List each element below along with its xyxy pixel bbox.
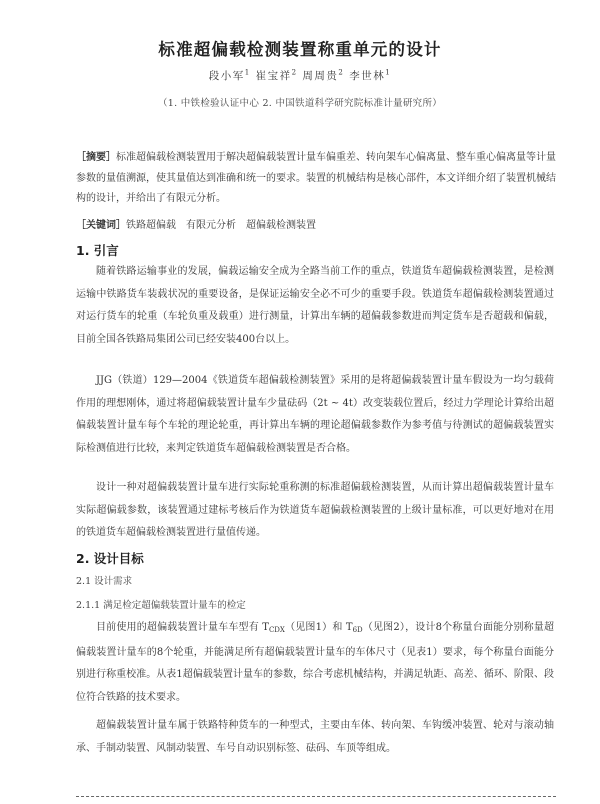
keywords: [76, 216, 556, 231]
car-type-subscript: CDX: [268, 626, 285, 634]
affiliation: （1. 中铁检验认证中心 2. 中国铁道科学研究院标准计量研究所）: [157, 98, 443, 109]
subsubsection-heading: 2.1.1 满足检定超偏载装置计量车的检定: [76, 600, 246, 611]
abstract-text: 标准超偏载检测装置用于解决超偏载装置计量车偏重差、转向架车心偏离量、整车重心偏离量等计量参数的量值溯源，使其量值达到准确和统一的要求。装置的机械结构是核心部件，本文详细介绍了装置机械结构的设计，并给出了有限元分析。: [76, 152, 556, 204]
section-heading-goals: 2. 设计目标: [76, 551, 144, 566]
author-list: [0, 68, 600, 83]
intro-paragraph-1: 随着铁路运输事业的发展，偏载运输安全成为全路当前工作的重点，铁道货车超偏载检测装置，是检测运输中铁路货车装载状况的重要设备，是保证运输安全必不可少的重要手段。铁道货车超偏载检测装置通过对运行货车的轮重（车轮负重及载重）进行测量，计算出车辆的超偏载参数进而判定货车是否超载和偏载，目前全国各铁路局集团公司已经安装400台以上。: [76, 266, 554, 345]
goals-paragraph-2: 超偏载装置计量车属于铁路特种货车的一种型式，主要由车体、转向架、车钩缓冲装置、轮对与滚动轴承、手制动装置、风制动装置、车号自动识别标签、砝码、车顶等组成。: [76, 720, 554, 754]
author-name: 李世林: [349, 70, 386, 82]
goals-paragraph-1: [76, 617, 554, 709]
abstract: [76, 148, 556, 210]
author-affil-mark: 1: [385, 68, 392, 77]
abstract-label: ［摘要］: [76, 152, 116, 163]
footnote-divider: [76, 796, 556, 797]
section-heading-intro: 1. 引言: [76, 243, 119, 258]
car-type-subscript: 6D: [352, 626, 363, 634]
keywords-text: 铁路超偏载 有限元分析 超偏载检测装置: [126, 220, 316, 231]
author-affil-mark: 2: [338, 68, 345, 77]
subsection-heading: 2.1 设计需求: [76, 576, 133, 587]
goals-text-b: （见图1）和 T: [284, 622, 353, 633]
author-affil-mark: 1: [244, 68, 251, 77]
intro-paragraph-2-text: 采用的是将超偏载装置计量车假设为一均匀载荷作用的理想刚体，通过将超偏载装置计量车少量砝码（2t ~ 4t）改变装载位置后，经过力学理论计算给出超偏载装置计量车每个车轮的理论轮重，再计算出车辆的理论超偏载参数作为参考值与待测试的超偏载装置实际检测值进行比较，来判定铁道货车超偏载检测装置是否合格。: [76, 375, 555, 454]
goals-text-c: （见图2），设计8个称量台面能分别称量超偏载装置计量车的8个轮重，并能满足所有超偏载装置计量车的车体尺寸（见表1）要求，每个称量台面能分别进行称重校准。从表1超偏载装置计量车的参数，综合考虑机械结构，并满足轨距、高差、循环、阶限、段位符合铁路的技术要求。: [76, 622, 554, 703]
intro-paragraph-3: 设计一种对超偏载装置计量车进行实际轮重称测的标准超偏载检测装置，从而计算出超偏载装置计量车实际超偏载参数，该装置通过建标考核后作为铁道货车超偏载检测装置的上级计量标准，可以更好地对在用的铁道货车超偏载检测装置进行量值传递。: [76, 482, 554, 538]
author-name: 周周贵: [302, 70, 339, 82]
author-name: 段小军: [208, 70, 245, 82]
goals-text-a: 目前使用的超偏载装置计量车车型有 T: [96, 622, 269, 633]
author-name: 崔宝祥: [255, 70, 292, 82]
intro-paragraph-2: [76, 370, 554, 460]
author-affil-mark: 2: [291, 68, 298, 77]
keywords-label: ［关键词］: [76, 220, 126, 231]
standard-reference: JJG（铁道）129—2004《铁道货车超偏载检测装置》: [96, 375, 341, 386]
paper-title: 标准超偏载检测装置称重单元的设计: [158, 40, 442, 59]
